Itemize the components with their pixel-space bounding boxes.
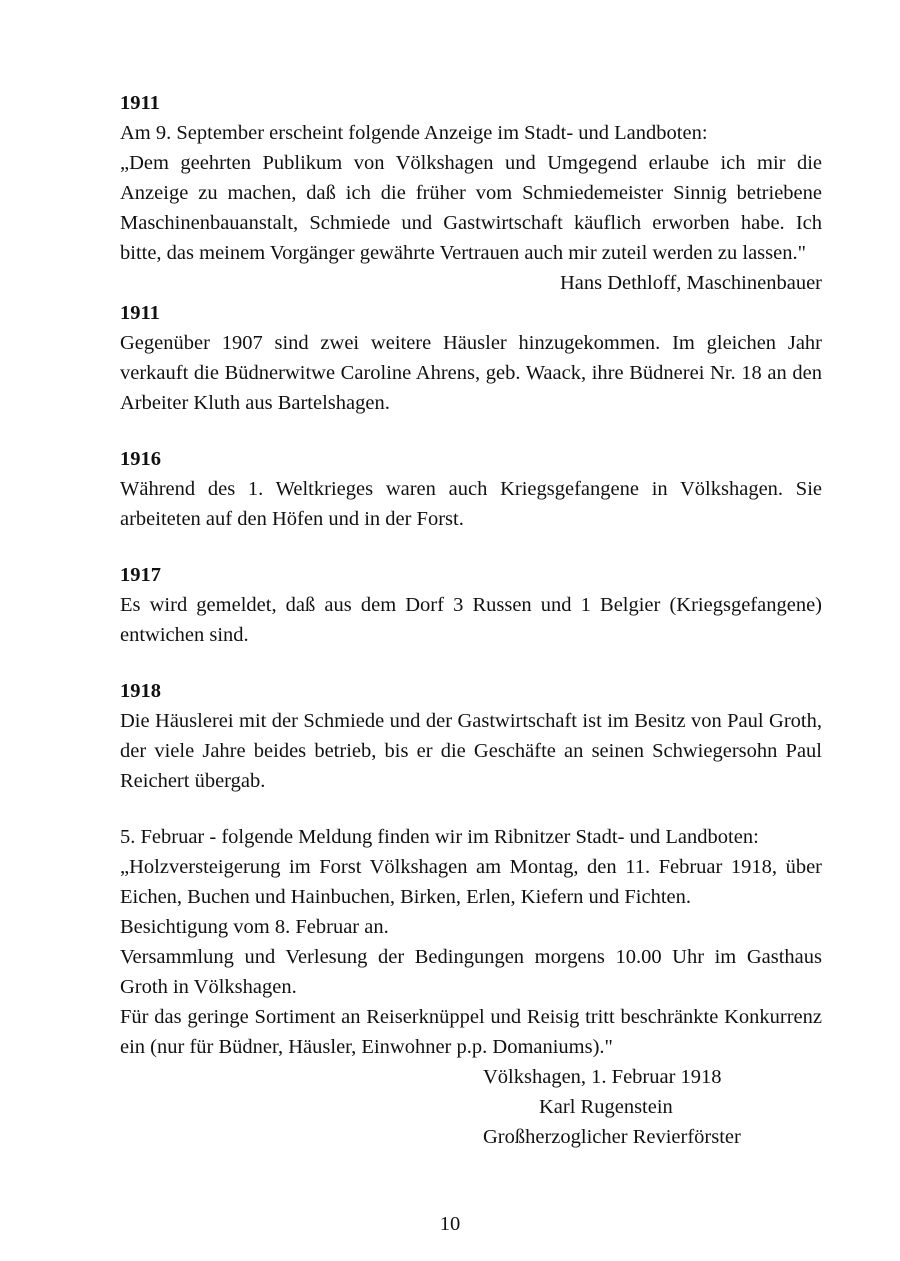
year-heading: 1917 bbox=[120, 564, 161, 586]
entry-1918 bbox=[120, 676, 822, 796]
entry-1916 bbox=[120, 444, 822, 534]
signature-title: Großherzoglicher Revierförster bbox=[483, 1126, 741, 1148]
entry-holzversteigerung bbox=[120, 822, 822, 1152]
paragraph: Während des 1. Weltkrieges waren auch Kriegsgefangene in Völkshagen. Sie arbeiteten auf den Höfen und in der Forst. bbox=[120, 478, 822, 530]
paragraph: Die Häuslerei mit der Schmiede und der Gastwirtschaft ist im Besitz von Paul Groth, der viele Jahre beides betrieb, bis er die Geschäfte an seinen Schwiegersohn Paul Reichert übergab. bbox=[120, 710, 822, 792]
signature-name: Karl Rugenstein bbox=[539, 1096, 673, 1118]
paragraph: Versammlung und Verlesung der Bedingungen morgens 10.00 Uhr im Gasthaus Groth in Völkshagen. bbox=[120, 946, 822, 998]
entry-1917 bbox=[120, 560, 822, 650]
paragraph: Besichtigung vom 8. Februar an. bbox=[120, 916, 389, 938]
document-page bbox=[120, 88, 822, 1152]
paragraph: Gegenüber 1907 sind zwei weitere Häusler hinzugekommen. Im gleichen Jahr verkauft die Büdnerwitwe Caroline Ahrens, geb. Waack, ihre Büdnerei Nr. 18 an den Arbeiter Kluth aus Bartelshagen. bbox=[120, 332, 822, 414]
signature-place-date: Völkshagen, 1. Februar 1918 bbox=[483, 1066, 722, 1088]
entry-1911-anzeige bbox=[120, 88, 822, 298]
paragraph: Am 9. September erscheint folgende Anzeige im Stadt- und Landboten: bbox=[120, 122, 708, 144]
section-spacer bbox=[120, 650, 822, 676]
paragraph: 5. Februar - folgende Meldung finden wir im Ribnitzer Stadt- und Landboten: bbox=[120, 826, 759, 848]
year-heading: 1911 bbox=[120, 92, 160, 114]
paragraph: Es wird gemeldet, daß aus dem Dorf 3 Russen und 1 Belgier (Kriegsgefangene) entwichen sind. bbox=[120, 594, 822, 646]
year-heading: 1916 bbox=[120, 448, 161, 470]
section-spacer bbox=[120, 418, 822, 444]
quoted-advertisement: „Dem geehrten Publikum von Völkshagen und Umgegend erlaube ich mir die Anzeige zu machen, daß ich die früher vom Schmiedemeister Sinnig betriebene Maschinenbauanstalt, Schmiede und Gastwirtschaft käuflich erworben habe. Ich bitte, das meinem Vorgänger gewährte Vertrauen auch mir zuteil werden zu lassen." bbox=[120, 152, 822, 264]
section-spacer bbox=[120, 796, 822, 822]
year-heading: 1911 bbox=[120, 302, 160, 324]
section-spacer bbox=[120, 534, 822, 560]
paragraph: Für das geringe Sortiment an Reiserknüppel und Reisig tritt beschränkte Konkurrenz ein (nur für Büdner, Häusler, Einwohner p.p. Domaniums)." bbox=[120, 1006, 822, 1058]
entry-1911-haeusler bbox=[120, 298, 822, 418]
quoted-notice: „Holzversteigerung im Forst Völkshagen am Montag, den 11. Februar 1918, über Eichen, Buchen und Hainbuchen, Birken, Erlen, Kiefern und Fichten. bbox=[120, 856, 822, 908]
page-number: 10 bbox=[439, 1213, 461, 1235]
signature: Hans Dethloff, Maschinenbauer bbox=[559, 272, 822, 294]
year-heading: 1918 bbox=[120, 680, 161, 702]
signature-block bbox=[483, 1062, 822, 1152]
